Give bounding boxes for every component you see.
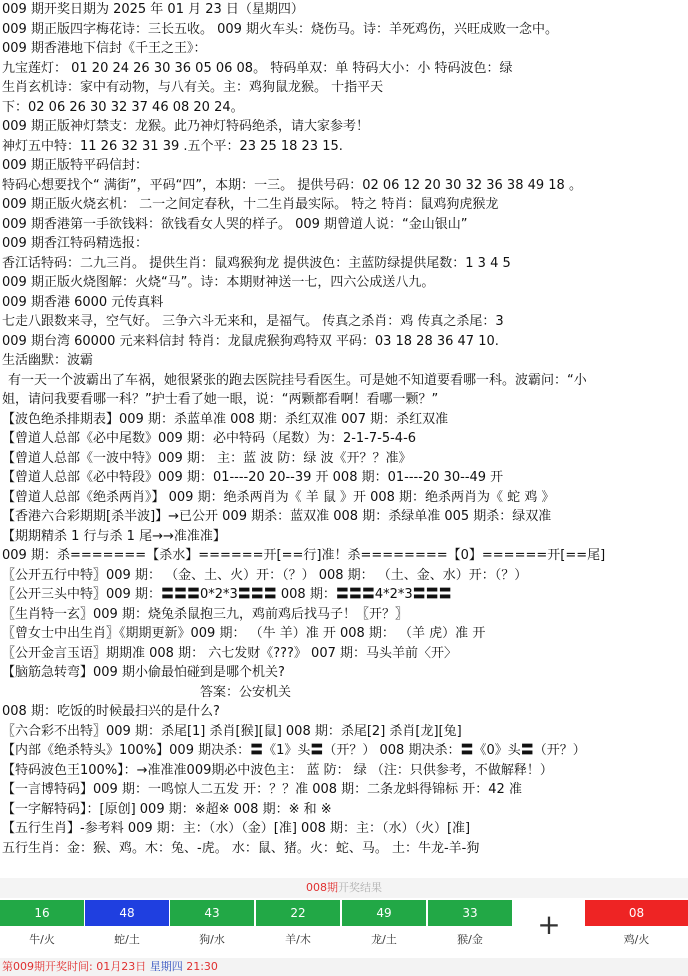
draw-time-prefix: 第009期开奖时间:: [2, 960, 93, 973]
draw-date: 01月23日: [96, 960, 147, 973]
ball-number: 48: [85, 900, 169, 926]
document-line: 【曾道人总部《一波中特》009 期： 主：蓝 波 防：绿 波《开？？准》: [2, 450, 412, 466]
document-line: 【特码波色王100%】：→准准准009期必中波色主： 蓝 防： 绿 （注：只供参考，不做解释！）: [2, 762, 553, 778]
result-ball-2: [85, 900, 169, 954]
draw-time: 21:30: [186, 960, 218, 973]
results-panel: [0, 878, 688, 976]
document-line: 009 期香港 6000 元传真料: [2, 294, 164, 310]
document-line: 〖公开三头中特〗009 期：〓〓〓0*2*3〓〓〓 008 期：〓〓〓4*2*3〓〓〓: [2, 587, 452, 602]
ball-number: 33: [428, 900, 512, 926]
document-line: 009 期香江特码精选报：: [2, 236, 148, 251]
special-ball-label: 鸡/火: [585, 926, 688, 954]
result-ball-6: [428, 900, 512, 954]
ball-label: 羊/木: [256, 926, 340, 954]
ball-label: 猴/金: [428, 926, 512, 954]
document-line: 【一字解特码】：[原创] 009 期：※超※ 008 期：※ 和 ※: [2, 801, 332, 817]
result-ball-1: [0, 900, 84, 954]
document-line: 【期期精杀 1 行与杀 1 尾→→准准准】: [2, 528, 226, 544]
results-issue: 008期: [306, 881, 338, 894]
special-ball: [585, 900, 688, 954]
ball-number: 43: [170, 900, 254, 926]
document-line: 【曾道人总部《必中特段》009 期：01----20 20--39 开 008 期：01----20 30--49 开: [2, 470, 504, 485]
document-line: 009 期正版神灯禁支：龙猴。此乃神灯特码绝杀，请大家参考！: [2, 119, 369, 134]
ball-number: 22: [256, 900, 340, 926]
document-line: 九宝莲灯： 01 20 24 26 30 36 05 06 08。 特码单双：单 特码大小：小 特码波色：绿: [2, 60, 513, 76]
document-line: 〖六合彩不出特〗009 期：杀尾[1] 杀肖[猴][鼠] 008 期：杀尾[2] 杀肖[龙][兔]: [2, 723, 462, 739]
document-line: 【曾道人总部《必中尾数》009 期：必中特码（尾数）为：2-1-7-5-4-6: [2, 431, 417, 446]
draw-weekday: 星期四: [149, 960, 183, 973]
document-line: 【香港六合彩期期[杀半波]】→已公开 009 期杀：蓝双准 008 期：杀绿单准 005 期杀：绿双准: [2, 509, 552, 524]
document-line: 〖生肖特一玄〗009 期：烧兔杀鼠抱三九，鸡前鸡后找马子！〖开？〗: [2, 606, 408, 622]
results-balls: [0, 900, 688, 954]
document-line: 【内部《绝杀特头》100%】009 期决杀：〓《1》头〓（开？） 008 期决杀：〓《0》头〓（开？）: [2, 743, 586, 758]
ball-label: 龙/土: [342, 926, 426, 954]
document-line: 008 期：吃饭的时候最扫兴的是什么?: [2, 704, 220, 719]
document-line: 【一言博特码】009 期：一鸣惊人二五发 开：？？准 008 期：二条龙蚪得锦标 开：42 准: [2, 782, 522, 797]
document-line: 香江话特码：二九三肖。 提供生肖：鼠鸡猴狗龙 提供波色：主蓝防绿提供尾数：1 3 4 5: [2, 255, 511, 271]
result-ball-4: [256, 900, 340, 954]
document-line: 生活幽默：波霸: [2, 353, 94, 368]
document-line: 特码心想要找个“ 满街”，平码“四”，本期：一三。 提供号码：02 06 12 20 30 32 36 38 49 18 。: [2, 177, 582, 193]
document-line: 〖公开五行中特〗009 期： （金、土、火）开：（？） 008 期： （土、金、水）开：（？）: [2, 567, 528, 583]
results-title: [0, 878, 688, 898]
document-line: 009 期台湾 60000 元来料信封 特肖：龙鼠虎猴狗鸡特双 平码：03 18 28 36 47 10.: [2, 333, 499, 349]
result-ball-5: [342, 900, 426, 954]
document-line: 【波色绝杀排期表】009 期：杀蓝单准 008 期：杀红双准 007 期：杀红双准: [2, 411, 449, 427]
document-line: 009 期开奖日期为 2025 年 01 月 23 日（星期四）: [2, 2, 304, 17]
document-line: 009 期香港地下信封《千王之王》：: [2, 41, 207, 56]
result-ball-3: [170, 900, 254, 954]
document-line: 009 期香港第一手欲钱料：欲钱看女人哭的样子。 009 期曾道人说：“金山银山”: [2, 216, 468, 232]
ball-label: 狗/水: [170, 926, 254, 954]
results-footer: [0, 958, 688, 976]
document-line: 七走八跟数来寻，空气好。 三争六斗无来和，是福气。 传真之杀肖：鸡 传真之杀尾：3: [2, 314, 504, 329]
document-line: 009 期：杀=======【杀水】======开[==行]准！杀========【0】======开[==尾]: [2, 548, 606, 563]
document-line: 〖曾女士中出生肖〗《期期更新》009 期： （牛 羊）准 开 008 期： （羊 虎）准 开: [2, 626, 486, 641]
document-line: 009 期正版四字梅花诗：三长五收。 009 期火车头：烧伤马。诗：羊死鸡伤，兴旺成败一念中。: [2, 21, 559, 37]
ball-number: 16: [0, 900, 84, 926]
document-line: 009 期正版特平码信封：: [2, 158, 148, 173]
special-ball-number: 08: [585, 900, 688, 926]
document-line: 【曾道人总部《绝杀两肖》】 009 期：绝杀两肖为《 羊 鼠 》开 008 期：绝杀两肖为《 蛇 鸡 》: [2, 489, 555, 505]
document-line: 生肖玄机诗：家中有动物，与八有关。主：鸡狗鼠龙猴。 十指平天: [2, 80, 384, 95]
results-title-suffix: 开奖结果: [338, 881, 382, 894]
document-line: 009 期正版火烧玄机： 二一之间定春秋，十二生肖最实际。 特之 特肖：鼠鸡狗虎猴龙: [2, 197, 499, 212]
document-line: 神灯五中特：11 26 32 31 39 .五个平：23 25 18 23 15.: [2, 138, 343, 154]
document-line: 【脑筋急转弯】009 期小偷最怕碰到是哪个机关?: [2, 665, 285, 680]
ball-label: 牛/火: [0, 926, 84, 954]
document-line: 下：02 06 26 30 32 37 46 08 20 24。: [2, 99, 244, 115]
document-line: 有一天一个波霸出了车祸，她很紧张的跑去医院挂号看医生。可是她不知道要看哪一科。波霸问：“小: [8, 372, 587, 388]
ball-label: 蛇/土: [85, 926, 169, 954]
ball-number: 49: [342, 900, 426, 926]
plus-sign: +: [537, 908, 561, 941]
document-line: 姐，请问我要看哪一科？”护士看了她一眼，说：“两颗都看啊！看哪一颗？”: [2, 392, 439, 407]
document-line: 答案：公安机关: [200, 684, 292, 700]
document-line: 【五行生肖】-参考料 009 期：主：（水）（金）[准] 008 期：主：（水）（火）[准]: [2, 821, 471, 836]
document-line: 五行生肖：金：猴、鸡。木：兔、-虎。 水：鼠、猪。火：蛇、马。 土：牛龙-羊-狗: [2, 840, 480, 856]
document-line: 009 期正版火烧图解：火烧“马”。诗：本期财神送一七，四六公成送八九。: [2, 275, 435, 290]
document-line: 〖公开金言玉语〗期期准 008 期： 六七发财《???》 007 期：马头羊前〈开〉: [2, 645, 457, 661]
